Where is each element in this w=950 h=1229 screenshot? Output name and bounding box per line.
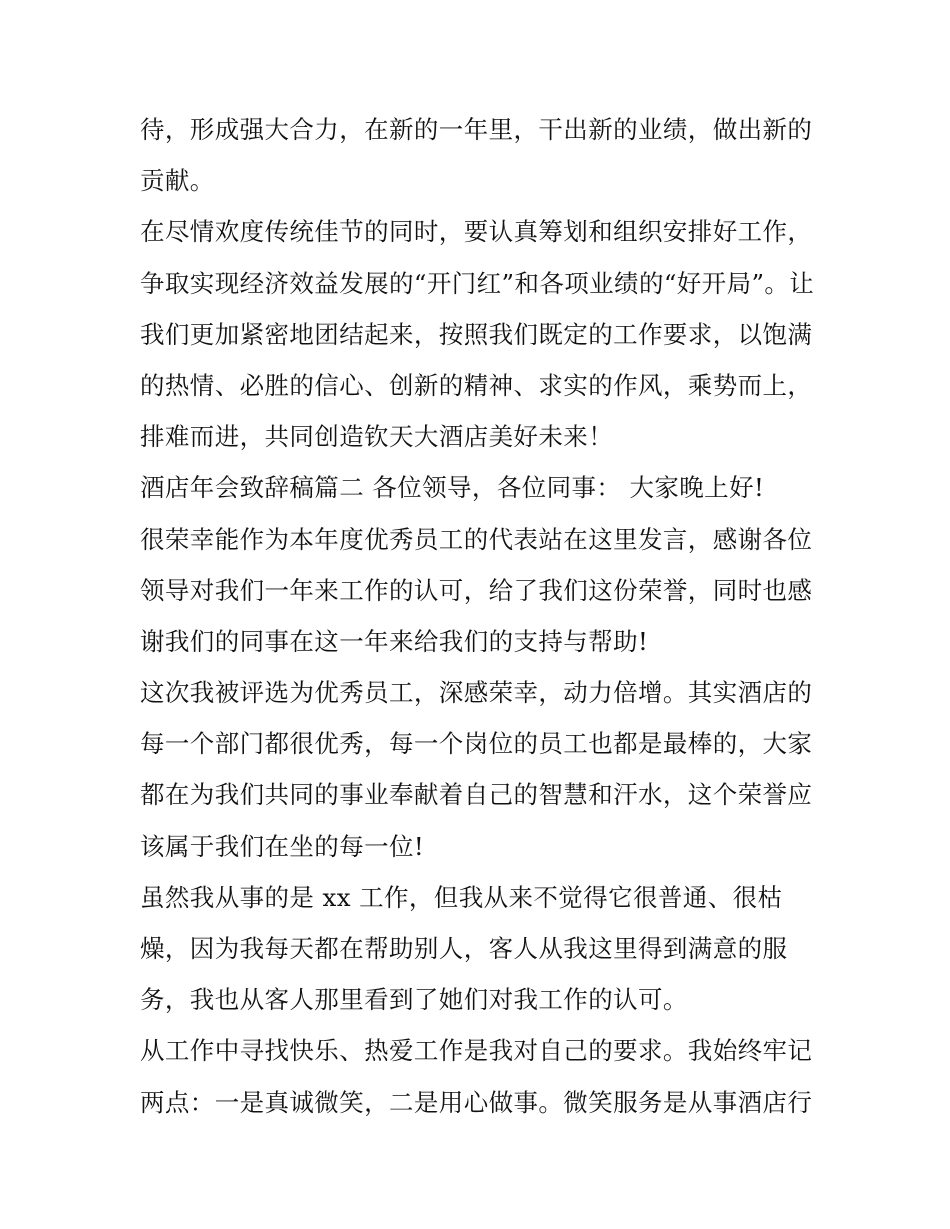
text-line: 每一个部门都很优秀，每一个岗位的员工也都是最棒的，大家 (140, 729, 813, 759)
text-line: 争取实现经济效益发展的“开门红”和各项业绩的“好开局”。让 (140, 268, 815, 298)
text-line: 在尽情欢度传统佳节的同时，要认真筹划和组织安排好工作， (140, 217, 813, 247)
text-line: 领导对我们一年来工作的认可，给了我们这份荣誉，同时也感 (140, 575, 813, 605)
section-heading-line: 酒店年会致辞稿篇二 各位领导，各位同事： 大家晚上好! (140, 473, 765, 503)
text-line: 很荣幸能作为本年度优秀员工的代表站在这里发言，感谢各位 (140, 524, 813, 554)
document-body (140, 104, 820, 1128)
text-line: 我们更加紧密地团结起来，按照我们既定的工作要求，以饱满 (140, 319, 813, 349)
text-line: 贡献。 (140, 166, 215, 196)
text-line: 谢我们的同事在这一年来给我们的支持与帮助! (140, 626, 649, 656)
text-line: 从工作中寻找快乐、热爱工作是我对自己的要求。我始终牢记 (140, 1036, 813, 1066)
text-line: 燥，因为我每天都在帮助别人，客人从我这里得到满意的服 (140, 934, 788, 963)
text-line: 这次我被评选为优秀员工，深感荣幸，动力倍增。其实酒店的 (140, 678, 813, 708)
text-line: 该属于我们在坐的每一位! (140, 831, 425, 861)
text-line: 待，形成强大合力，在新的一年里，干出新的业绩，做出新的 (140, 115, 813, 144)
text-line: 两点：一是真诚微笑，二是用心做事。微笑服务是从事酒店行 (140, 1087, 813, 1117)
text-line: 虽然我从事的是 xx 工作，但我从来不觉得它很普通、很枯 (140, 882, 783, 912)
text-line: 排难而进，共同创造钦天大酒店美好未来！ (140, 422, 614, 452)
text-line: 务，我也从客人那里看到了她们对我工作的认可。 (140, 985, 688, 1015)
text-line: 都在为我们共同的事业奉献着自己的智慧和汗水，这个荣誉应 (140, 780, 813, 810)
text-line: 的热情、必胜的信心、创新的精神、求实的作风，乘势而上， (140, 370, 813, 400)
